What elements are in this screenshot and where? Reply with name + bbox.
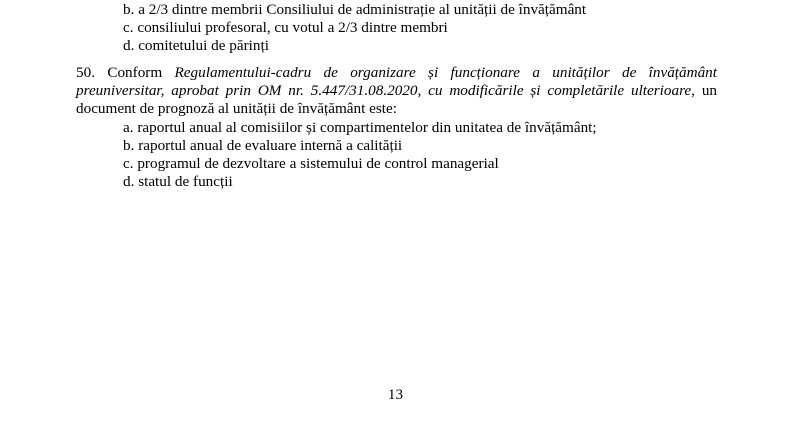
question-50-line-1 [76, 63, 717, 82]
prev-option-c: c. consiliului profesoral, cu votul a 2/3 dintre membri [123, 19, 448, 36]
prev-option-d: d. comitetului de părinți [123, 37, 269, 54]
regulation-title-part-2: preuniversitar, aprobat prin OM nr. 5.447/31.08.2020, cu modificările și completările ulterioare [76, 82, 692, 99]
option-b: b. raportul anual de evaluare internă a calității [123, 137, 403, 154]
question-line-2-suffix: , un [691, 82, 718, 99]
option-d: d. statul de funcții [123, 173, 233, 190]
question-number-prefix: 50. Conform [76, 64, 175, 81]
prev-option-b: b. a 2/3 dintre membrii Consiliului de administrație al unității de învățământ [123, 1, 587, 18]
question-50-line-3: document de prognoză al unității de învățământ este: [76, 100, 397, 117]
option-a: a. raportul anual al comisiilor și compartimentelor din unitatea de învățământ; [123, 119, 597, 136]
option-c: c. programul de dezvoltare a sistemului de control managerial [123, 155, 499, 172]
regulation-title-part-1: Regulamentului-cadru de organizare și funcționare a unităților de învățământ [174, 64, 717, 81]
question-50-line-2 [76, 81, 717, 100]
page-number: 13 [387, 386, 404, 403]
